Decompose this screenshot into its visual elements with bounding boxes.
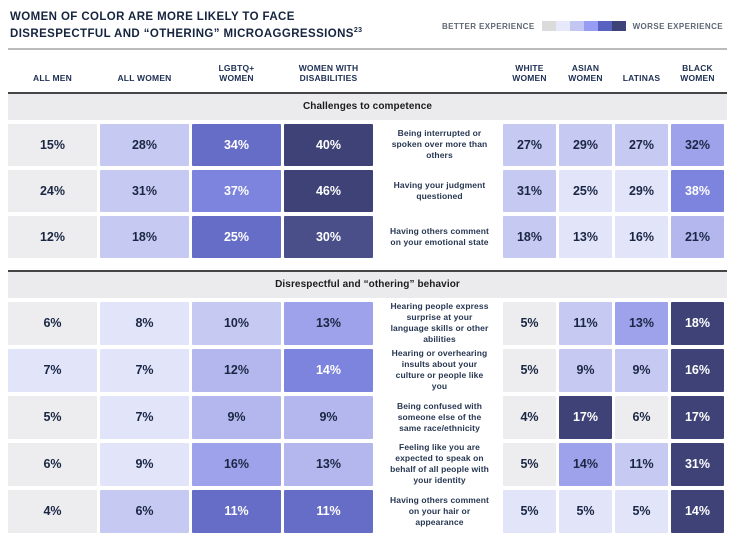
column-header-lgbtq-women: LGBTQ+ WOMEN	[218, 62, 255, 83]
table-row	[8, 216, 727, 258]
value-cell: 5%	[8, 396, 97, 439]
section-header: Challenges to competence	[8, 92, 727, 120]
value-cell: 11%	[284, 490, 373, 533]
value-cell: 9%	[192, 396, 281, 439]
value-cell: 9%	[100, 443, 189, 486]
value-cell: 7%	[8, 349, 97, 392]
section-othering-behavior	[8, 270, 727, 533]
legend-swatch	[556, 21, 570, 31]
value-cell: 29%	[615, 170, 668, 212]
value-cell: 5%	[503, 302, 556, 345]
value-cell: 46%	[284, 170, 373, 212]
value-cell: 13%	[284, 302, 373, 345]
legend-swatch	[612, 21, 626, 31]
value-cell: 37%	[192, 170, 281, 212]
column-header-latinas: LATINAS	[622, 72, 661, 83]
value-cell: 4%	[8, 490, 97, 533]
column-header-women-with-disabilities: WOMEN WITH DISABILITIES	[298, 62, 359, 83]
column-header-all-men: ALL MEN	[32, 72, 73, 83]
value-cell: 11%	[559, 302, 612, 345]
legend-swatch	[598, 21, 612, 31]
table-row	[8, 302, 727, 345]
column-headers	[8, 50, 727, 92]
value-cell: 38%	[671, 170, 724, 212]
value-cell: 27%	[503, 124, 556, 166]
value-cell: 31%	[671, 443, 724, 486]
value-cell: 12%	[192, 349, 281, 392]
value-cell: 16%	[192, 443, 281, 486]
value-cell: 16%	[671, 349, 724, 392]
value-cell: 6%	[8, 443, 97, 486]
value-cell: 14%	[671, 490, 724, 533]
value-cell: 18%	[671, 302, 724, 345]
title-footnote-ref: 23	[353, 27, 363, 34]
value-cell: 32%	[671, 124, 724, 166]
row-label: Being interrupted or spoken over more than others	[391, 128, 488, 161]
value-cell: 40%	[284, 124, 373, 166]
legend-worse-label: WORSE EXPERIENCE	[632, 21, 723, 31]
value-cell: 25%	[559, 170, 612, 212]
table-row	[8, 396, 727, 439]
value-cell: 25%	[192, 216, 281, 258]
table-row	[8, 443, 727, 486]
value-cell: 4%	[503, 396, 556, 439]
row-label: Having others comment on your hair or appearance	[390, 494, 489, 527]
section-rows	[8, 124, 727, 258]
value-cell: 27%	[615, 124, 668, 166]
column-header-white-women: WHITE WOMEN	[512, 62, 547, 83]
section-rows	[8, 302, 727, 533]
legend-better-label: BETTER EXPERIENCE	[441, 21, 535, 31]
legend-swatch	[570, 21, 584, 31]
value-cell: 15%	[8, 124, 97, 166]
value-cell: 17%	[559, 396, 612, 439]
value-cell: 13%	[284, 443, 373, 486]
value-cell: 31%	[100, 170, 189, 212]
value-cell: 5%	[503, 443, 556, 486]
table-row	[8, 124, 727, 166]
value-cell: 18%	[100, 216, 189, 258]
value-cell: 13%	[559, 216, 612, 258]
section-header: Disrespectful and “othering” behavior	[8, 270, 727, 298]
value-cell: 9%	[284, 396, 373, 439]
value-cell: 7%	[100, 396, 189, 439]
value-cell: 5%	[559, 490, 612, 533]
value-cell: 17%	[671, 396, 724, 439]
value-cell: 9%	[559, 349, 612, 392]
value-cell: 18%	[503, 216, 556, 258]
row-label: Hearing people express surprise at your language skills or other abilities	[390, 301, 489, 345]
value-cell: 31%	[503, 170, 556, 212]
title-line-1: WOMEN OF COLOR ARE MORE LIKELY TO FACE	[10, 11, 295, 23]
table-row	[8, 170, 727, 212]
value-cell: 12%	[8, 216, 97, 258]
value-cell: 8%	[100, 302, 189, 345]
title-line-2: DISRESPECTFUL AND “OTHERING” MICROAGGRESSIONS	[10, 27, 354, 40]
row-label: Hearing or overhearing insults about your culture or people like you	[391, 348, 488, 392]
value-cell: 28%	[100, 124, 189, 166]
table-row	[8, 490, 727, 533]
value-cell: 11%	[615, 443, 668, 486]
row-label: Having others comment on your emotional state	[390, 225, 489, 247]
column-header-all-women: ALL WOMEN	[117, 72, 172, 83]
value-cell: 9%	[615, 349, 668, 392]
section-challenges-to-competence	[8, 92, 727, 258]
value-cell: 29%	[559, 124, 612, 166]
row-label: Being confused with someone else of the same race/ethnicity	[396, 400, 482, 433]
value-cell: 34%	[192, 124, 281, 166]
value-cell: 6%	[8, 302, 97, 345]
value-cell: 21%	[671, 216, 724, 258]
value-cell: 30%	[284, 216, 373, 258]
value-cell: 6%	[100, 490, 189, 533]
page-title	[10, 10, 362, 41]
legend-swatch	[542, 21, 556, 31]
value-cell: 5%	[503, 490, 556, 533]
value-cell: 5%	[503, 349, 556, 392]
value-cell: 24%	[8, 170, 97, 212]
value-cell: 14%	[559, 443, 612, 486]
top-bar	[8, 8, 727, 41]
column-header-black-women: BLACK WOMEN	[680, 62, 715, 83]
value-cell: 11%	[192, 490, 281, 533]
row-label: Feeling like you are expected to speak on behalf of all people with your identity	[390, 442, 489, 486]
value-cell: 13%	[615, 302, 668, 345]
legend-swatch	[584, 21, 598, 31]
table-row	[8, 349, 727, 392]
value-cell: 14%	[284, 349, 373, 392]
value-cell: 5%	[615, 490, 668, 533]
row-label: Having your judgment questioned	[393, 179, 486, 201]
color-legend	[442, 21, 723, 31]
value-cell: 6%	[615, 396, 668, 439]
value-cell: 7%	[100, 349, 189, 392]
value-cell: 16%	[615, 216, 668, 258]
legend-scale	[542, 21, 626, 31]
column-header-asian-women: ASIAN WOMEN	[568, 62, 603, 83]
value-cell: 10%	[192, 302, 281, 345]
